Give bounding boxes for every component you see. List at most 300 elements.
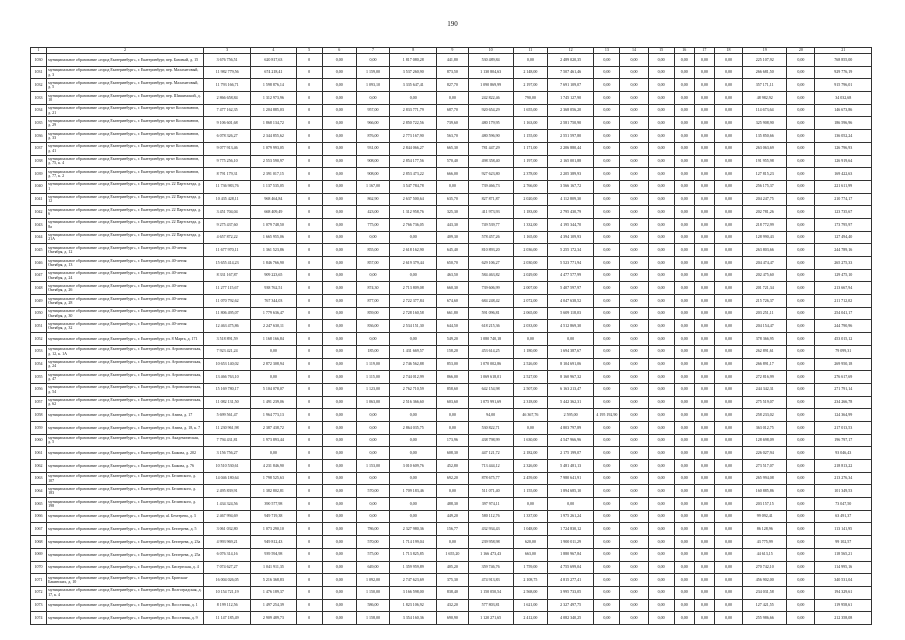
value-cell: 0,00 <box>648 599 674 612</box>
value-cell: 0,00 <box>787 66 815 79</box>
value-cell: 1 312 958,76 <box>390 206 437 219</box>
value-cell: 8 331 167,87 <box>204 269 251 282</box>
value-cell: 0,00 <box>648 396 674 409</box>
value-cell: 0,00 <box>674 434 694 447</box>
value-cell: 0,00 <box>694 510 714 523</box>
value-cell: 0,00 <box>322 142 356 155</box>
value-cell: 687,70 <box>437 104 468 117</box>
value-cell: 124 364,99 <box>815 409 872 422</box>
value-cell: 0,00 <box>594 257 620 270</box>
value-cell: 0,00 <box>390 231 437 244</box>
value-cell: 0,00 <box>787 333 815 346</box>
value-cell: 0,00 <box>251 447 296 460</box>
value-cell: 0,00 <box>648 472 674 485</box>
value-cell: 0,00 <box>787 218 815 231</box>
value-cell: 258 233,02 <box>743 409 787 422</box>
value-cell: 0,00 <box>594 421 620 434</box>
value-cell: 173 795,97 <box>815 218 872 231</box>
value-cell: 0,00 <box>594 485 620 498</box>
value-cell: 0,00 <box>714 409 742 422</box>
value-cell: 0 <box>296 358 322 371</box>
column-header: 9 <box>437 48 468 54</box>
value-cell: 234 266,78 <box>815 396 872 409</box>
table-row <box>31 586 872 599</box>
value-cell: 270 742,10 <box>743 561 787 574</box>
value-cell: 0 <box>296 345 322 358</box>
value-cell: 644,50 <box>437 320 468 333</box>
value-cell: 13 466 763,10 <box>204 371 251 384</box>
table-row <box>31 320 872 333</box>
table-row <box>31 358 872 371</box>
row-number: 1048 <box>31 282 47 295</box>
value-cell: 2 489 020,35 <box>547 54 593 67</box>
value-cell: 127 815,23 <box>743 168 787 181</box>
value-cell: 239 958,98 <box>468 536 513 549</box>
value-cell: 0,00 <box>714 561 742 574</box>
value-cell: 2 722 377,84 <box>390 295 437 308</box>
row-number: 1061 <box>31 447 47 460</box>
value-cell: 11 277 115,67 <box>204 282 251 295</box>
address-cell: муниципальное образование «город Екатеринбург», г. Екатеринбург, ул. 40-летия Октября, д. 26 <box>47 282 204 295</box>
value-cell: 1 092,00 <box>356 574 389 587</box>
value-cell: 1 497 254,39 <box>251 599 296 612</box>
value-cell: 2 036,00 <box>513 244 547 257</box>
value-cell: 0,00 <box>513 54 547 67</box>
value-cell: 3 995 733,05 <box>547 586 593 599</box>
value-cell: 0,00 <box>694 307 714 320</box>
value-cell: 0,00 <box>322 320 356 333</box>
value-cell: 0,00 <box>620 257 648 270</box>
value-cell: 0,00 <box>648 257 674 270</box>
value-cell: 0,00 <box>594 599 620 612</box>
value-cell: 2 844 066,27 <box>390 142 437 155</box>
value-cell: 0,00 <box>694 168 714 181</box>
value-cell: 786,00 <box>356 523 389 536</box>
value-cell: 0,00 <box>694 599 714 612</box>
value-cell: 0,00 <box>674 282 694 295</box>
value-cell: 511 071,40 <box>468 485 513 498</box>
value-cell: 0 <box>296 371 322 384</box>
value-cell: 0 <box>296 130 322 143</box>
row-number: 1054 <box>31 358 47 371</box>
value-cell: 118 565,21 <box>815 548 872 561</box>
address-cell: муниципальное образование «город Екатеринбург», г. Екатеринбург, ул. 40-летия Октября, д. 12 <box>47 244 204 257</box>
value-cell: 827,70 <box>437 79 468 92</box>
value-cell: 0,00 <box>620 460 648 473</box>
row-number: 1038 <box>31 155 47 168</box>
address-cell: муниципальное образование «город Екатеринбург», г. Екатеринбург, ул. Восстания, д. 1 <box>47 599 204 612</box>
value-cell: 0,00 <box>674 79 694 92</box>
table-row <box>31 282 872 295</box>
value-cell: 0,00 <box>648 92 674 105</box>
value-cell: 0,00 <box>356 434 389 447</box>
value-cell: 3 354 160,36 <box>390 612 437 625</box>
table-row <box>31 333 872 346</box>
value-cell: 215 726,37 <box>743 295 787 308</box>
value-cell: 0,00 <box>390 333 437 346</box>
value-cell: 449,20 <box>437 510 468 523</box>
value-cell: 0,00 <box>594 130 620 143</box>
column-header: 13 <box>594 48 620 54</box>
value-cell: 405,20 <box>437 561 468 574</box>
value-cell: 0,00 <box>714 586 742 599</box>
value-cell: 1 868 134,72 <box>251 117 296 130</box>
table-row <box>31 510 872 523</box>
value-cell: 0,00 <box>356 54 389 67</box>
value-cell: 0,00 <box>648 409 674 422</box>
value-cell: 0,00 <box>620 561 648 574</box>
column-header: 15 <box>648 48 674 54</box>
value-cell: 409,30 <box>437 231 468 244</box>
value-cell: 0,00 <box>594 206 620 219</box>
address-cell: муниципальное образование «город Екатеринбург», г. Екатеринбург, ул. Бисертская, д. 4 <box>47 561 204 574</box>
row-number: 1067 <box>31 523 47 536</box>
value-cell: 480 596,90 <box>468 130 513 143</box>
value-cell: 0,00 <box>594 396 620 409</box>
value-cell: 0 <box>296 117 322 130</box>
table-row <box>31 257 872 270</box>
value-cell: 453 614,25 <box>468 345 513 358</box>
value-cell: 0,00 <box>322 282 356 295</box>
value-cell: 0,00 <box>694 269 714 282</box>
value-cell: 0,00 <box>648 434 674 447</box>
value-cell: 0,00 <box>674 447 694 460</box>
value-cell: 1 070 002,86 <box>468 358 513 371</box>
value-cell: 0,00 <box>674 142 694 155</box>
value-cell: 0,00 <box>356 409 389 422</box>
value-cell: 0,00 <box>322 180 356 193</box>
value-cell: 0,00 <box>714 130 742 143</box>
value-cell: 549,20 <box>437 333 468 346</box>
table-row <box>31 231 872 244</box>
value-cell: 1 431 669,57 <box>390 345 437 358</box>
row-number: 1070 <box>31 561 47 574</box>
value-cell: 5 609 118,03 <box>547 307 593 320</box>
value-cell: 4 082 340,25 <box>547 612 593 625</box>
table-row <box>31 561 872 574</box>
value-cell: 0 <box>296 66 322 79</box>
value-cell: 0,00 <box>594 612 620 625</box>
value-cell: 1 779 636,47 <box>251 307 296 320</box>
value-cell: 212 358,08 <box>815 612 872 625</box>
value-cell: 390 577,98 <box>251 498 296 511</box>
value-cell: 0,00 <box>674 231 694 244</box>
value-cell: 0,00 <box>594 282 620 295</box>
value-cell: 0 <box>296 498 322 511</box>
value-cell: 11 982 779,56 <box>204 66 251 79</box>
value-cell: 0 <box>296 485 322 498</box>
value-cell: 0,00 <box>787 104 815 117</box>
value-cell: 1 075 991,69 <box>468 396 513 409</box>
value-cell: 7 507 461,46 <box>547 66 593 79</box>
value-cell: 7 074 627,27 <box>204 561 251 574</box>
value-cell: 2 205 389,93 <box>547 168 593 181</box>
value-cell: 3 166 598,00 <box>390 586 437 599</box>
row-number: 1058 <box>31 409 47 422</box>
value-cell: 684 248,42 <box>468 295 513 308</box>
value-cell: 11 070 792,62 <box>204 295 251 308</box>
value-cell: 0,00 <box>648 536 674 549</box>
value-cell: 591 096,81 <box>468 307 513 320</box>
value-cell: 0,00 <box>714 231 742 244</box>
value-cell: 8 104 691,06 <box>547 358 593 371</box>
value-cell: 674 218,41 <box>251 66 296 79</box>
value-cell: 1 476 189,37 <box>251 586 296 599</box>
value-cell: 11 677 970,11 <box>204 244 251 257</box>
column-header: 4 <box>251 48 296 54</box>
value-cell: 4 803 797,89 <box>547 421 593 434</box>
value-cell: 1 655,00 <box>513 104 547 117</box>
value-cell: 1 079 748,50 <box>251 218 296 231</box>
value-cell: 1 093,10 <box>356 79 389 92</box>
value-cell: 2 412,00 <box>513 612 547 625</box>
value-cell: 4 047 638,52 <box>547 295 593 308</box>
value-cell: 0,00 <box>694 79 714 92</box>
value-cell: 6 163 213,47 <box>547 383 593 396</box>
value-cell: 0,00 <box>648 130 674 143</box>
value-cell: 474 913,83 <box>468 574 513 587</box>
address-cell: муниципальное образование «город Екатеринбург», г. Екатеринбург, ul. Бехтерева, д. 3 <box>47 510 204 523</box>
value-cell: 0,00 <box>694 371 714 384</box>
value-cell: 0,00 <box>674 92 694 105</box>
value-cell: 0,00 <box>648 485 674 498</box>
value-cell: 0 <box>296 421 322 434</box>
value-cell: 0,00 <box>714 244 742 257</box>
value-cell: 0,00 <box>714 612 742 625</box>
value-cell: 0,00 <box>322 218 356 231</box>
value-cell: 0,00 <box>674 130 694 143</box>
value-cell: 0 <box>296 79 322 92</box>
value-cell: 661,80 <box>437 307 468 320</box>
value-cell: 202 475,60 <box>743 269 787 282</box>
value-cell: 620,00 <box>513 536 547 549</box>
value-cell: 668 409,49 <box>251 206 296 219</box>
value-cell: 8 791 179,31 <box>204 168 251 181</box>
address-cell: муниципальное образование «город Екатеринбург», г. Екатеринбург, ул. 22 Партсъезда, д. 1 <box>47 180 204 193</box>
value-cell: 0,00 <box>694 383 714 396</box>
value-cell: 915 796,01 <box>815 79 872 92</box>
value-cell: 1 090 869,99 <box>468 79 513 92</box>
value-cell: 836,00 <box>356 320 389 333</box>
column-header: 1 <box>31 48 47 54</box>
value-cell: 857,00 <box>356 257 389 270</box>
column-header: 6 <box>322 48 356 54</box>
column-header: 20 <box>787 48 815 54</box>
address-cell: муниципальное образование «город Екатеринбург», г. Екатеринбург, ул. Агрономическая, д. 54 <box>47 383 204 396</box>
value-cell: 0,00 <box>594 358 620 371</box>
value-cell: 0,00 <box>787 548 815 561</box>
value-cell: 3 518 891,59 <box>204 333 251 346</box>
value-cell: 10 653 140,02 <box>204 358 251 371</box>
value-cell: 0,00 <box>674 485 694 498</box>
value-cell: 441,80 <box>437 54 468 67</box>
value-cell: 650,70 <box>437 257 468 270</box>
value-cell: 0,00 <box>390 447 437 460</box>
value-cell: 0,00 <box>674 206 694 219</box>
value-cell: 254 041,17 <box>815 307 872 320</box>
value-cell: 0 <box>296 409 322 422</box>
value-cell: 359 746,76 <box>468 561 513 574</box>
value-cell: 0,00 <box>322 206 356 219</box>
value-cell: 530 489,84 <box>468 54 513 67</box>
value-cell: 0,00 <box>694 142 714 155</box>
value-cell: 463,50 <box>437 269 468 282</box>
value-cell: 0,00 <box>648 447 674 460</box>
value-cell: 5 104 078,07 <box>251 383 296 396</box>
column-header: 5 <box>296 48 322 54</box>
value-cell: 827 871,87 <box>468 193 513 206</box>
value-cell: 0,00 <box>594 295 620 308</box>
value-cell: 0,00 <box>787 307 815 320</box>
value-cell: 0 <box>296 599 322 612</box>
value-cell: 0,00 <box>787 244 815 257</box>
value-cell: 0,00 <box>648 66 674 79</box>
value-cell: 9 275 437,60 <box>204 218 251 231</box>
value-cell: 0 <box>296 447 322 460</box>
value-cell: 4 547 966,96 <box>547 434 593 447</box>
value-cell: 939 594,98 <box>251 548 296 561</box>
value-cell: 0,00 <box>322 333 356 346</box>
value-cell: 0,00 <box>648 155 674 168</box>
value-cell: 156,77 <box>437 523 468 536</box>
value-cell: 0,00 <box>322 269 356 282</box>
value-cell: 2 033,00 <box>513 320 547 333</box>
row-number: 1032 <box>31 79 47 92</box>
value-cell: 908,00 <box>356 155 389 168</box>
value-cell: 0,00 <box>322 117 356 130</box>
value-cell: 0,00 <box>322 447 356 460</box>
value-cell: 0,00 <box>620 421 648 434</box>
value-cell: 0,00 <box>787 472 815 485</box>
value-cell: 11 793 166,71 <box>204 79 251 92</box>
value-cell: 2 618 162,90 <box>390 244 437 257</box>
value-cell: 7 477 162,35 <box>204 104 251 117</box>
value-cell: 570,40 <box>437 155 468 168</box>
value-cell: 0,00 <box>714 66 742 79</box>
value-cell: 378 366,95 <box>743 333 787 346</box>
address-cell: муниципальное образование «город Екатеринбург», г. Екатеринбург, ул. Восстания, д. 9 <box>47 612 204 625</box>
row-number: 1050 <box>31 307 47 320</box>
value-cell: 0,00 <box>714 307 742 320</box>
value-cell: 0,00 <box>648 548 674 561</box>
value-cell: 123 735,67 <box>815 206 872 219</box>
value-cell: 0,00 <box>322 485 356 498</box>
value-cell: 2 165 001,88 <box>547 155 593 168</box>
address-cell: муниципальное образование «город Екатеринбург», г. Екатеринбург, ул. Агрономическая, д. 62 <box>47 396 204 409</box>
value-cell: 0,00 <box>620 307 648 320</box>
row-number: 1053 <box>31 345 47 358</box>
value-cell: 0,00 <box>714 218 742 231</box>
value-cell: 0,00 <box>620 409 648 422</box>
value-cell: 0,00 <box>674 320 694 333</box>
value-cell: 357 171,11 <box>743 79 787 92</box>
value-cell: 0,00 <box>674 548 694 561</box>
value-cell: 2 581 750,90 <box>547 117 593 130</box>
value-cell: 0,00 <box>620 66 648 79</box>
value-cell: 266 891,17 <box>743 358 787 371</box>
row-number: 1044 <box>31 231 47 244</box>
value-cell: 204 474,47 <box>743 257 787 270</box>
value-cell: 0,00 <box>787 498 815 511</box>
value-cell: 0,00 <box>594 231 620 244</box>
address-cell: муниципальное образование «город Екатеринбург», г. Екатеринбург, ул. Агрономическая, д. 12, к. 1А <box>47 345 204 358</box>
value-cell: 0,00 <box>620 447 648 460</box>
value-cell: 1 964 773,13 <box>251 409 296 422</box>
value-cell: 665,30 <box>437 142 468 155</box>
value-cell: 0,00 <box>648 498 674 511</box>
value-cell: 0,00 <box>714 498 742 511</box>
value-cell: 375,30 <box>437 574 468 587</box>
value-cell: 0 <box>296 460 322 473</box>
value-cell: 2 551 597,80 <box>547 130 593 143</box>
value-cell: 0,00 <box>513 333 547 346</box>
value-cell: 2 854 177,56 <box>390 155 437 168</box>
value-cell: 0,00 <box>594 561 620 574</box>
table-row <box>31 447 872 460</box>
value-cell: 453 015,12 <box>815 333 872 346</box>
value-cell: 4 394 109,93 <box>547 231 593 244</box>
value-cell: 0,00 <box>714 333 742 346</box>
value-cell: 0,00 <box>714 434 742 447</box>
value-cell: 0,00 <box>322 358 356 371</box>
table-row <box>31 155 872 168</box>
table-row <box>31 421 872 434</box>
value-cell: 0 <box>296 54 322 67</box>
value-cell: 0,00 <box>674 54 694 67</box>
value-cell: 0,00 <box>620 320 648 333</box>
value-cell: 2 387 438,72 <box>251 421 296 434</box>
value-cell: 874,30 <box>356 282 389 295</box>
value-cell: 1 724 830,12 <box>547 523 593 536</box>
value-cell: 0,00 <box>694 66 714 79</box>
address-cell: муниципальное образование «город Екатеринбург», г. Екатеринбург, ул. Агрономическая, д. 47 <box>47 371 204 384</box>
value-cell: 876,00 <box>356 130 389 143</box>
address-cell: муниципальное образование «город Екатеринбург», г. Екатеринбург, пер. Шишимский, д. 10 <box>47 92 204 105</box>
value-cell: 749 539,77 <box>468 218 513 231</box>
value-cell: 0,00 <box>594 193 620 206</box>
table-row <box>31 54 872 67</box>
table-row <box>31 574 872 587</box>
value-cell: 244 342,31 <box>743 383 787 396</box>
value-cell: 810 893,20 <box>468 244 513 257</box>
value-cell: 713 444,12 <box>468 460 513 473</box>
value-cell: 203 157,15 <box>743 498 787 511</box>
value-cell: 0,00 <box>390 434 437 447</box>
value-cell: 44 613,15 <box>743 548 787 561</box>
value-cell: 0,00 <box>787 155 815 168</box>
value-cell: 0,00 <box>714 396 742 409</box>
value-cell: 0,00 <box>694 231 714 244</box>
value-cell: 692,20 <box>437 472 468 485</box>
value-cell: 16 004 026,05 <box>204 574 251 587</box>
value-cell: 0,00 <box>787 117 815 130</box>
value-cell: 0,00 <box>390 472 437 485</box>
value-cell: 7 923 421,24 <box>204 345 251 358</box>
address-cell: муниципальное образование «город Екатеринбург», г. Екатеринбург, ул. 22 Партсъезда, д. 12 <box>47 193 204 206</box>
value-cell: 0,00 <box>648 523 674 536</box>
value-cell: 3 676 756,51 <box>204 54 251 67</box>
value-cell: 185,00 <box>356 345 389 358</box>
value-cell: 620 817,63 <box>251 54 296 67</box>
value-cell: 2 637 500,64 <box>390 193 437 206</box>
value-cell: 1 846 766,90 <box>251 257 296 270</box>
address-cell: муниципальное образование «город Екатеринбург», г. Екатеринбург, ул. Бехтерева, д. 5 <box>47 523 204 536</box>
value-cell: 1 973 893,44 <box>251 434 296 447</box>
value-cell: 0,00 <box>322 536 356 549</box>
value-cell: 0,00 <box>674 396 694 409</box>
value-cell: 0,00 <box>620 231 648 244</box>
value-cell: 0,00 <box>594 244 620 257</box>
